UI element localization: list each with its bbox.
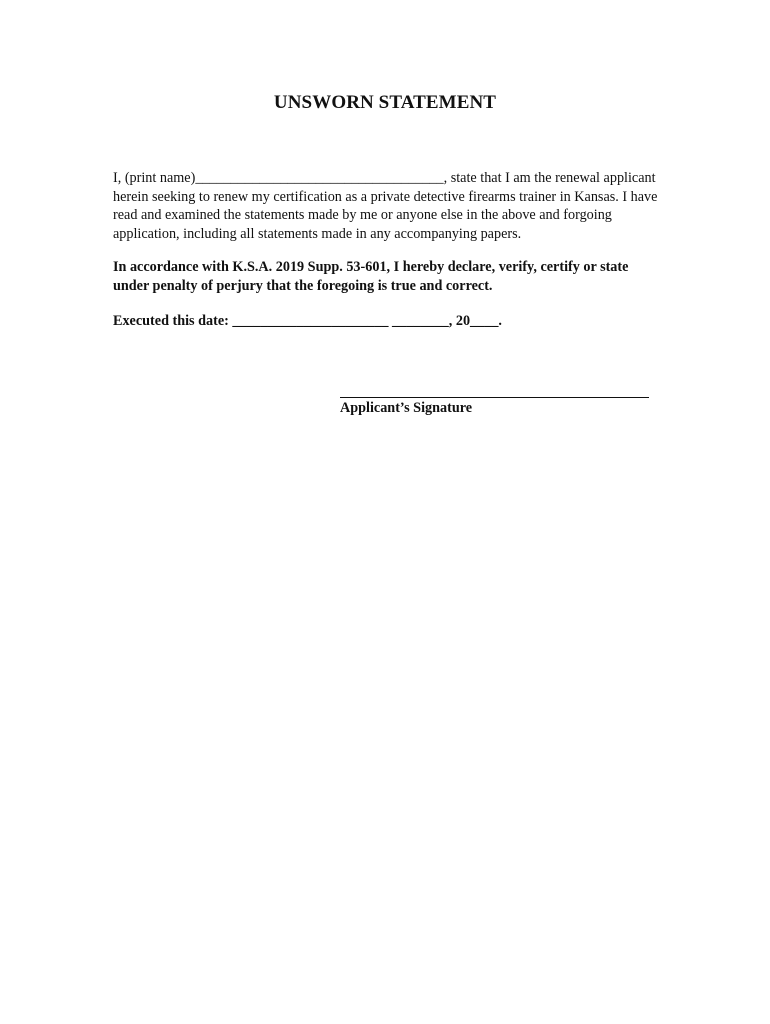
document-title: UNSWORN STATEMENT — [273, 92, 497, 113]
signature-label: Applicant’s Signature — [340, 400, 473, 416]
perjury-declaration: In accordance with K.S.A. 2019 Supp. 53-601, I hereby declare, verify, certify or state under penalty of perjury that the foregoing is true and correct. — [113, 259, 629, 294]
executed-date-line: Executed this date: ______________________ ________, 20____. — [113, 313, 502, 329]
statement-paragraph: I, (print name)___________________________________, state that I am the renewal applicant herein seeking to renew my certification as a private detective firearms trainer in Kansas. I have read and examined the statements made by me or anyone else in the above and forgoing application, including all statements made in any accompanying papers. — [113, 170, 658, 242]
signature-line — [340, 397, 649, 398]
